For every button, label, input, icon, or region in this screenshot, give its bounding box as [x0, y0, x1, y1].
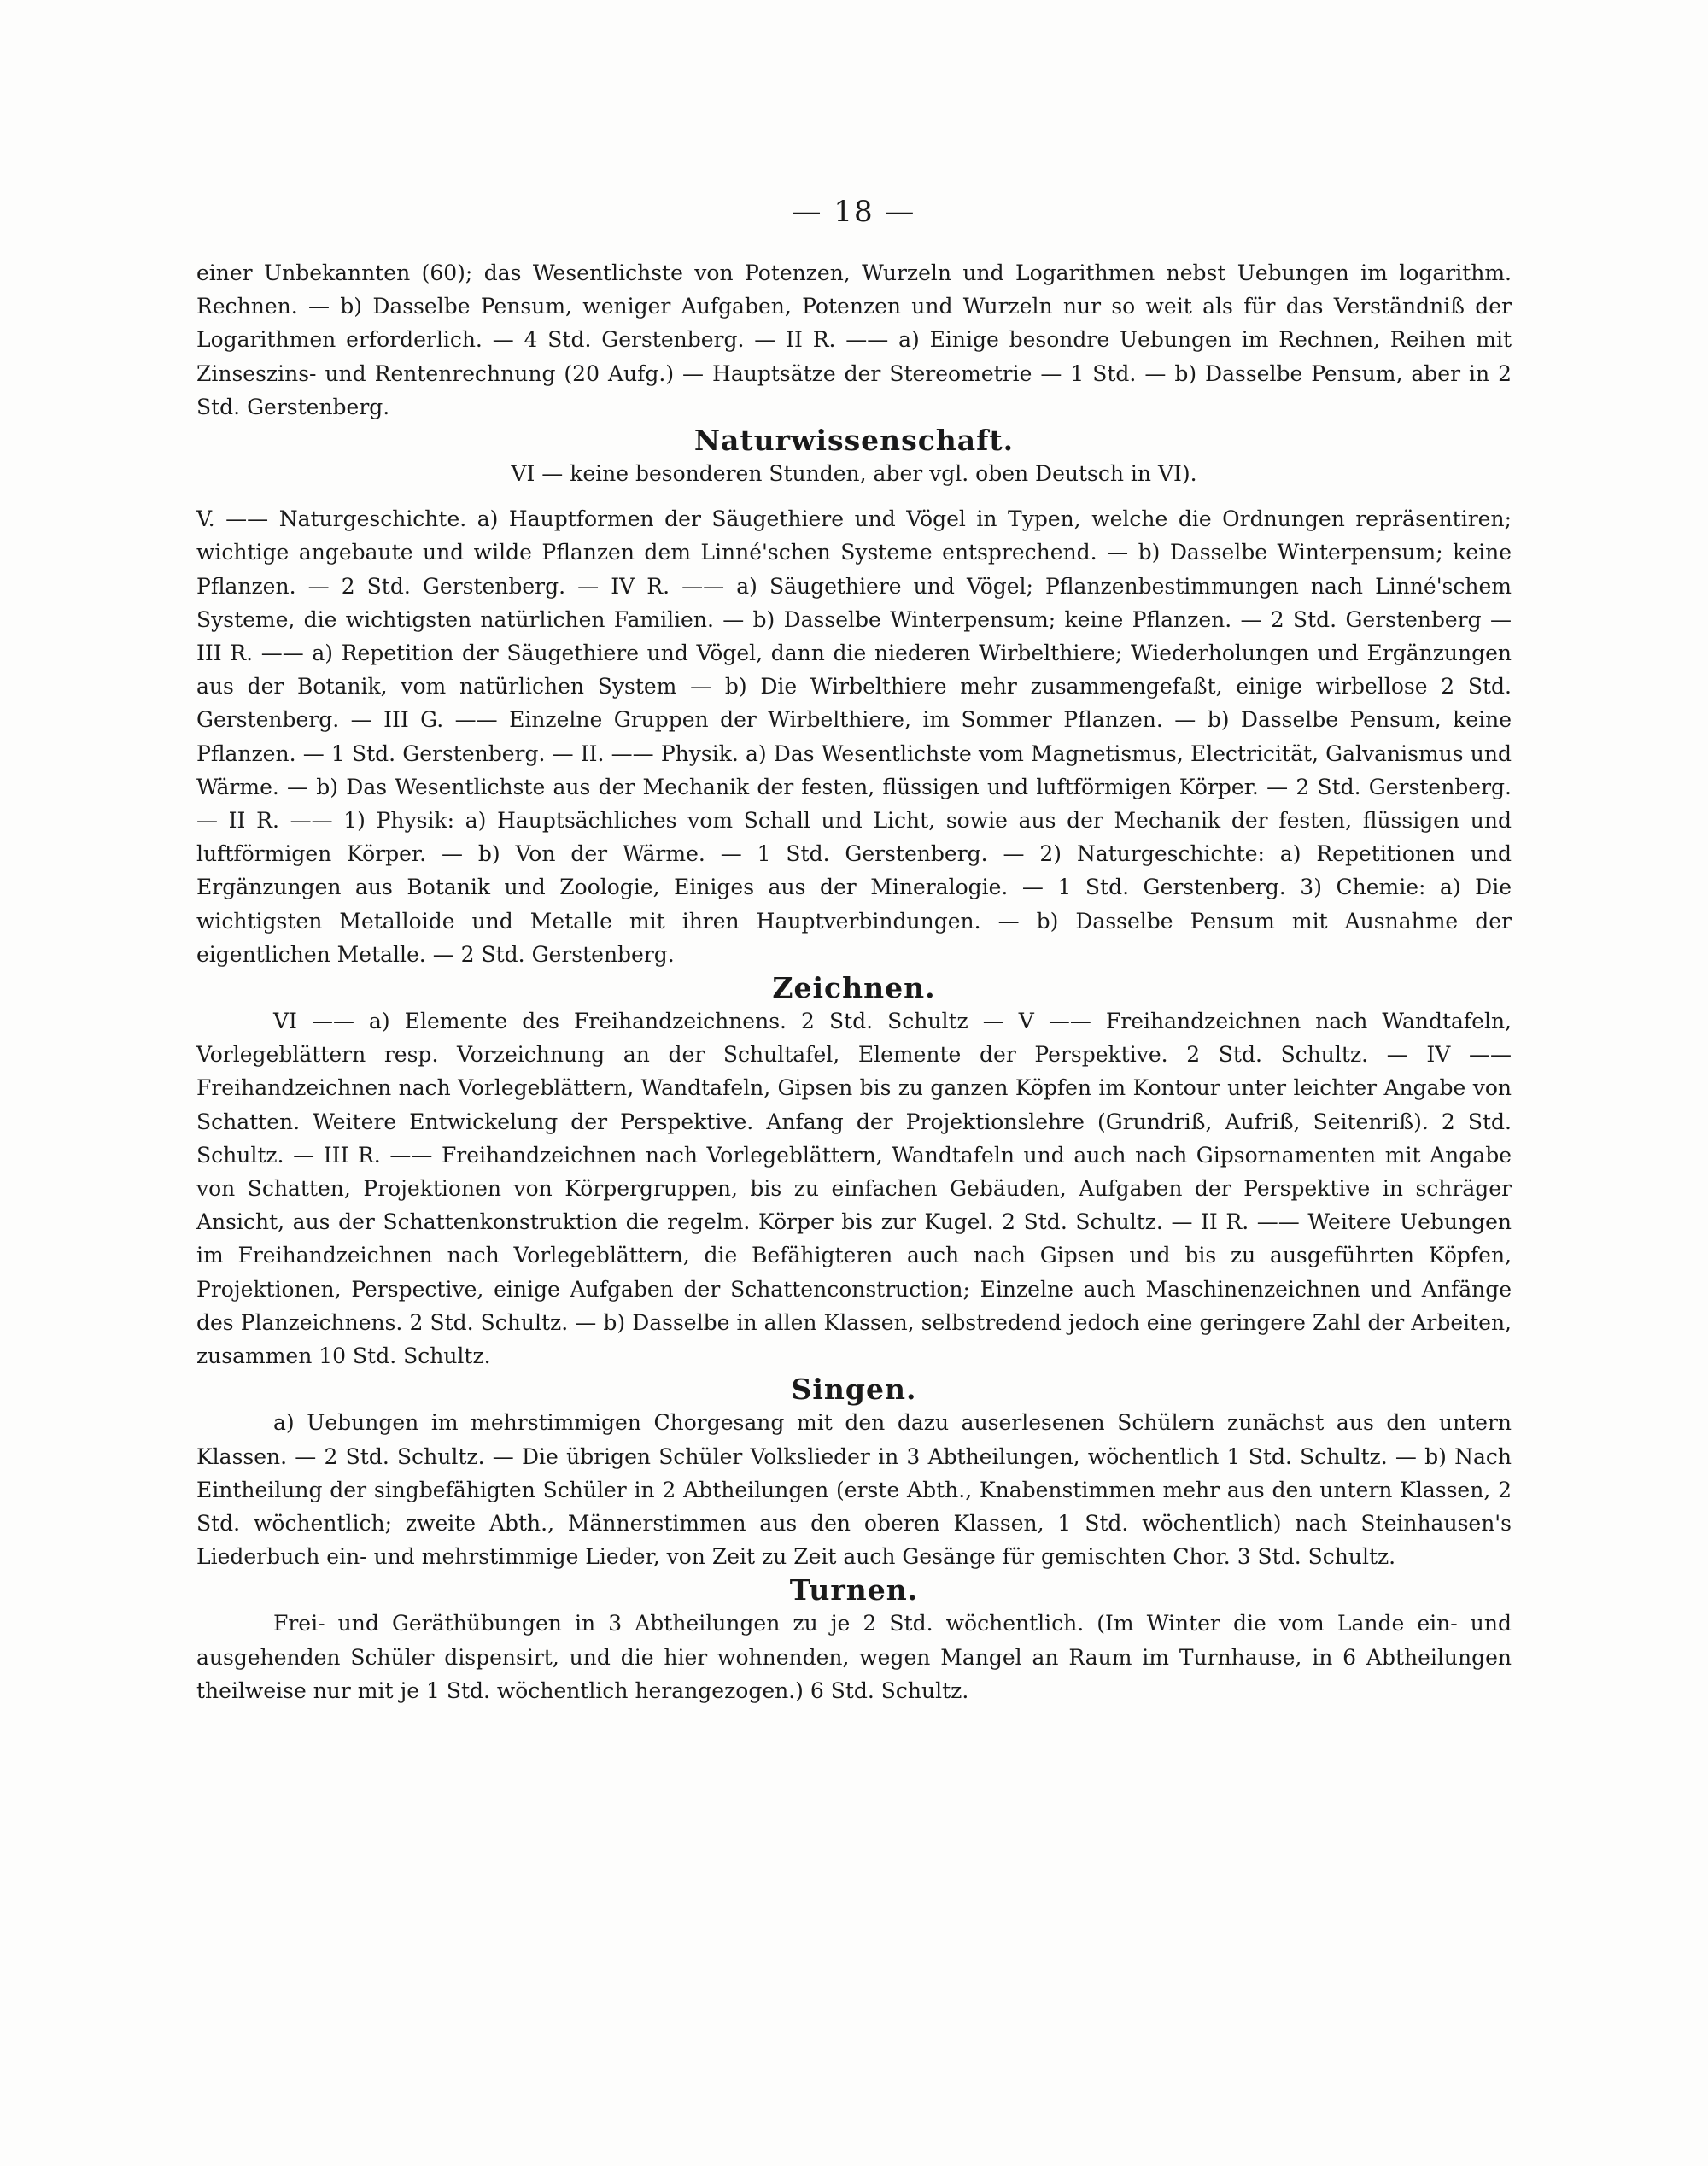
zeichnen-body: VI —— a) Elemente des Freihandzeichnens. 2 Std. Schultz — V —— Freihandzeichnen nach Wandtafeln, Vorlegeblättern resp. Vorzeichnung an der Schultafel, Elemente der Perspektive. 2 Std. Schultz. — IV —— Freihandzeichnen nach Vorlegeblättern, Wandtafeln, Gipsen bis zu ganzen Köpfen im Kontour unter leichter Angabe von Schatten. Weitere Entwickelung der Perspektive. Anfang der Projektionslehre (Grundriß, Aufriß, Seitenriß). 2 Std. Schultz. — III R. —— Freihandzeichnen nach Vorlegeblättern, Wandtafeln und auch nach Gipsornamenten mit Angabe von Schatten, Projektionen von Körpergruppen, bis zu einfachen Gebäuden, Aufgaben der Perspektive in schräger Ansicht, aus der Schattenkonstruktion die regelm. Körper bis zur Kugel. 2 Std. Schultz. — II R. —— Weitere Uebungen im Freihandzeichnen nach Vorlegeblättern, die Befähigteren auch nach Gipsen und bis zu ausgeführten Köpfen, Projektionen, Perspective, einige Aufgaben der Schattenconstruction; Einzelne auch Maschinenzeichnen und Anfänge des Planzeichnens. 2 Std. Schultz. — b) Dasselbe in allen Klassen, selbstredend jedoch eine geringere Zahl der Arbeiten, zusammen 10 Std. Schultz. [196, 1009, 1512, 1369]
section-heading-singen: Singen. [791, 1373, 917, 1407]
singen-body: a) Uebungen im mehrstimmigen Chorgesang mit den dazu auserlesenen Schülern zunächst aus den untern Klassen. — 2 Std. Schultz. — Die übrigen Schüler Volkslieder in 3 Abtheilungen, wöchentlich 1 Std. Schultz. — b) Nach Eintheilung der singbefähigten Schüler in 2 Abtheilungen (erste Abth., Knabenstimmen mehr aus den untern Klassen, 2 Std. wöchentlich; zweite Abth., Männerstimmen aus den oberen Klassen, 1 Std. wöchentlich) nach Steinhausen's Liederbuch ein- und mehrstimmige Lieder, von Zeit zu Zeit auch Gesänge für gemischten Chor. 3 Std. Schultz. [196, 1410, 1512, 1570]
section-heading-naturwissenschaft: Naturwissenschaft. [693, 424, 1015, 458]
naturwissenschaft-note: VI — keine besonderen Stunden, aber vgl. oben Deutsch in VI). [511, 461, 1197, 487]
turnen-body: Frei- und Geräthübungen in 3 Abtheilungen zu je 2 Std. wöchentlich. (Im Winter die vom Lande ein- und ausgehenden Schüler dispensirt, und die hier wohnenden, wegen Mangel an Raum im Turnhause, in 6 Abtheilungen theilweise nur mit je 1 Std. wöchentlich herangezogen.) 6 Std. Schultz. [196, 1611, 1512, 1703]
naturwissenschaft-body: V. —— Naturgeschichte. a) Hauptformen der Säugethiere und Vögel in Typen, welche die Ordnungen repräsentiren; wichtige angebaute und wilde Pflanzen dem Linné'schen Systeme entsprechend. — b) Dasselbe Winterpensum; keine Pflanzen. — 2 Std. Gerstenberg. — IV R. —— a) Säugethiere und Vögel; Pflanzenbestimmungen nach Linné'schem Systeme, die wichtigsten natürlichen Familien. — b) Dasselbe Winterpensum; keine Pflanzen. — 2 Std. Gerstenberg — III R. —— a) Repetition der Säugethiere und Vögel, dann die niederen Wirbelthiere; Wiederholungen und Ergänzungen aus der Botanik, vom natürlichen System — b) Die Wirbelthiere mehr zusammengefaßt, einige wirbellose 2 Std. Gerstenberg. — III G. —— Einzelne Gruppen der Wirbelthiere, im Sommer Pflanzen. — b) Dasselbe Pensum, keine Pflanzen. — 1 Std. Gerstenberg. — II. —— Physik. a) Das Wesentlichste vom Magnetismus, Electricität, Galvanismus und Wärme. — b) Das Wesentlichste aus der Mechanik der festen, flüssigen und luftförmigen Körper. — 2 Std. Gerstenberg. — II R. —— 1) Physik: a) Hauptsächliches vom Schall und Licht, sowie aus der Mechanik der festen, flüssigen und luftförmigen Körper. — b) Von der Wärme. — 1 Std. Gerstenberg. — 2) Naturgeschichte: a) Repetitionen und Ergänzungen aus Botanik und Zoologie, Einiges aus der Mineralogie. — 1 Std. Gerstenberg. 3) Chemie: a) Die wichtigsten Metalloide und Metalle mit ihren Hauptverbindungen. — b) Dasselbe Pensum mit Ausnahme der eigentlichen Metalle. — 2 Std. Gerstenberg. [196, 506, 1512, 967]
intro-paragraph: einer Unbekannten (60); das Wesentlichste von Potenzen, Wurzeln und Logarithmen nebst Uebungen im logarithm. Rechnen. — b) Dasselbe Pensum, weniger Aufgaben, Potenzen und Wurzeln nur so weit als für das Verständniß der Logarithmen erforderlich. — 4 Std. Gerstenberg. — II R. —— a) Einige besondre Uebungen im Rechnen, Reihen mit Zinseszins- und Rentenrechnung (20 Aufg.) — Hauptsätze der Stereometrie — 1 Std. — b) Dasselbe Pensum, aber in 2 Std. Gerstenberg. [196, 261, 1512, 419]
section-heading-turnen: Turnen. [789, 1573, 919, 1607]
section-heading-zeichnen: Zeichnen. [772, 971, 936, 1005]
page-number: — 18 — [792, 195, 916, 229]
page-content [196, 256, 1512, 1707]
